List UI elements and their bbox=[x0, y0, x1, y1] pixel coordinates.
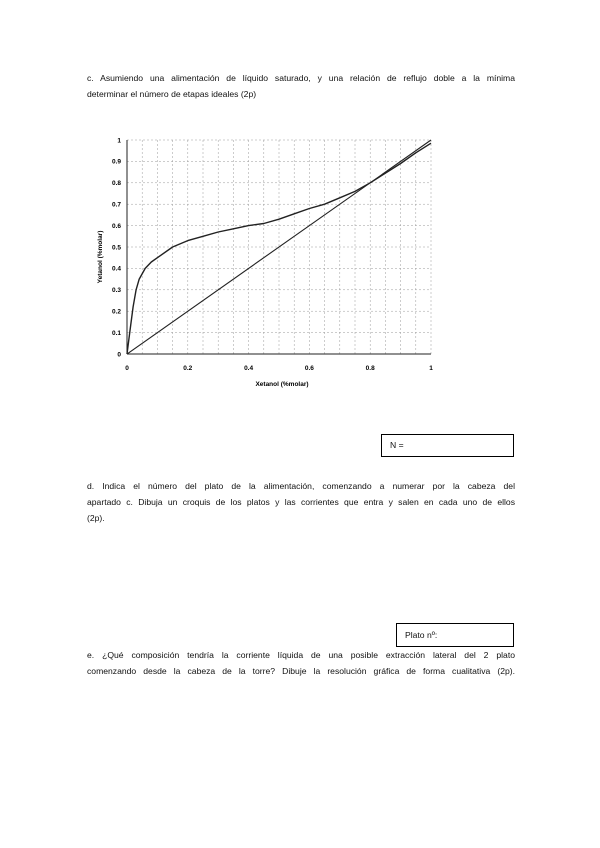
y-tick-label: 0.4 bbox=[111, 265, 121, 273]
answer-n-box[interactable] bbox=[381, 434, 514, 457]
x-tick-label: 0.8 bbox=[365, 365, 375, 372]
question-c-line-2: determinar el número de etapas ideales (2p) bbox=[87, 89, 257, 99]
question-d-line-2: apartado c. Dibuja un croquis de los platos y las corrientes que entra y salen en cada uno de ellos bbox=[87, 497, 515, 507]
question-d-line-1: d. Indica el número del plato de la alimentación, comenzando a numerar por la cabeza del bbox=[87, 481, 515, 491]
equilibrium-chart bbox=[86, 129, 452, 391]
y-tick-label: 0.3 bbox=[111, 287, 121, 295]
y-tick-label: 0.8 bbox=[111, 180, 121, 188]
x-tick-label: 1 bbox=[429, 365, 433, 372]
y-tick-label: 1 bbox=[117, 137, 121, 145]
chart-svg bbox=[86, 129, 452, 391]
y-tick-label: 0.5 bbox=[111, 244, 121, 252]
question-e-line-2: comenzando desde la cabeza de la torre? Dibuje la resolución gráfica de forma cualitativa (2p). bbox=[87, 666, 515, 676]
y-tick-label: 0.1 bbox=[111, 329, 121, 337]
question-e bbox=[87, 647, 515, 679]
question-d-line-3: (2p). bbox=[87, 513, 105, 523]
question-c-line-1: c. Asumiendo una alimentación de líquido saturado, y una relación de reflujo doble a la mínima bbox=[87, 73, 515, 83]
x-tick-label: 0 bbox=[125, 365, 129, 372]
y-tick-label: 0.9 bbox=[111, 158, 121, 166]
x-tick-label: 0.2 bbox=[183, 365, 193, 372]
y-tick-label: 0.6 bbox=[111, 222, 121, 230]
y-tick-label: 0.7 bbox=[111, 201, 121, 209]
answer-plato-box[interactable] bbox=[396, 623, 514, 647]
answer-plato-label: Plato nº: bbox=[405, 630, 438, 640]
y-tick-label: 0.2 bbox=[111, 308, 121, 316]
x-tick-label: 0.6 bbox=[304, 365, 314, 372]
question-c bbox=[87, 70, 515, 102]
y-axis-label: Yetanol (%molar) bbox=[97, 230, 104, 284]
x-axis-label: Xetanol (%molar) bbox=[255, 381, 309, 388]
question-d bbox=[87, 478, 515, 526]
y-tick-label: 0 bbox=[117, 351, 121, 359]
question-e-line-1: e. ¿Qué composición tendría la corriente líquida de una posible extracción lateral del 2 plato bbox=[87, 650, 515, 660]
answer-n-label: N = bbox=[390, 440, 404, 450]
x-tick-label: 0.4 bbox=[244, 365, 254, 372]
